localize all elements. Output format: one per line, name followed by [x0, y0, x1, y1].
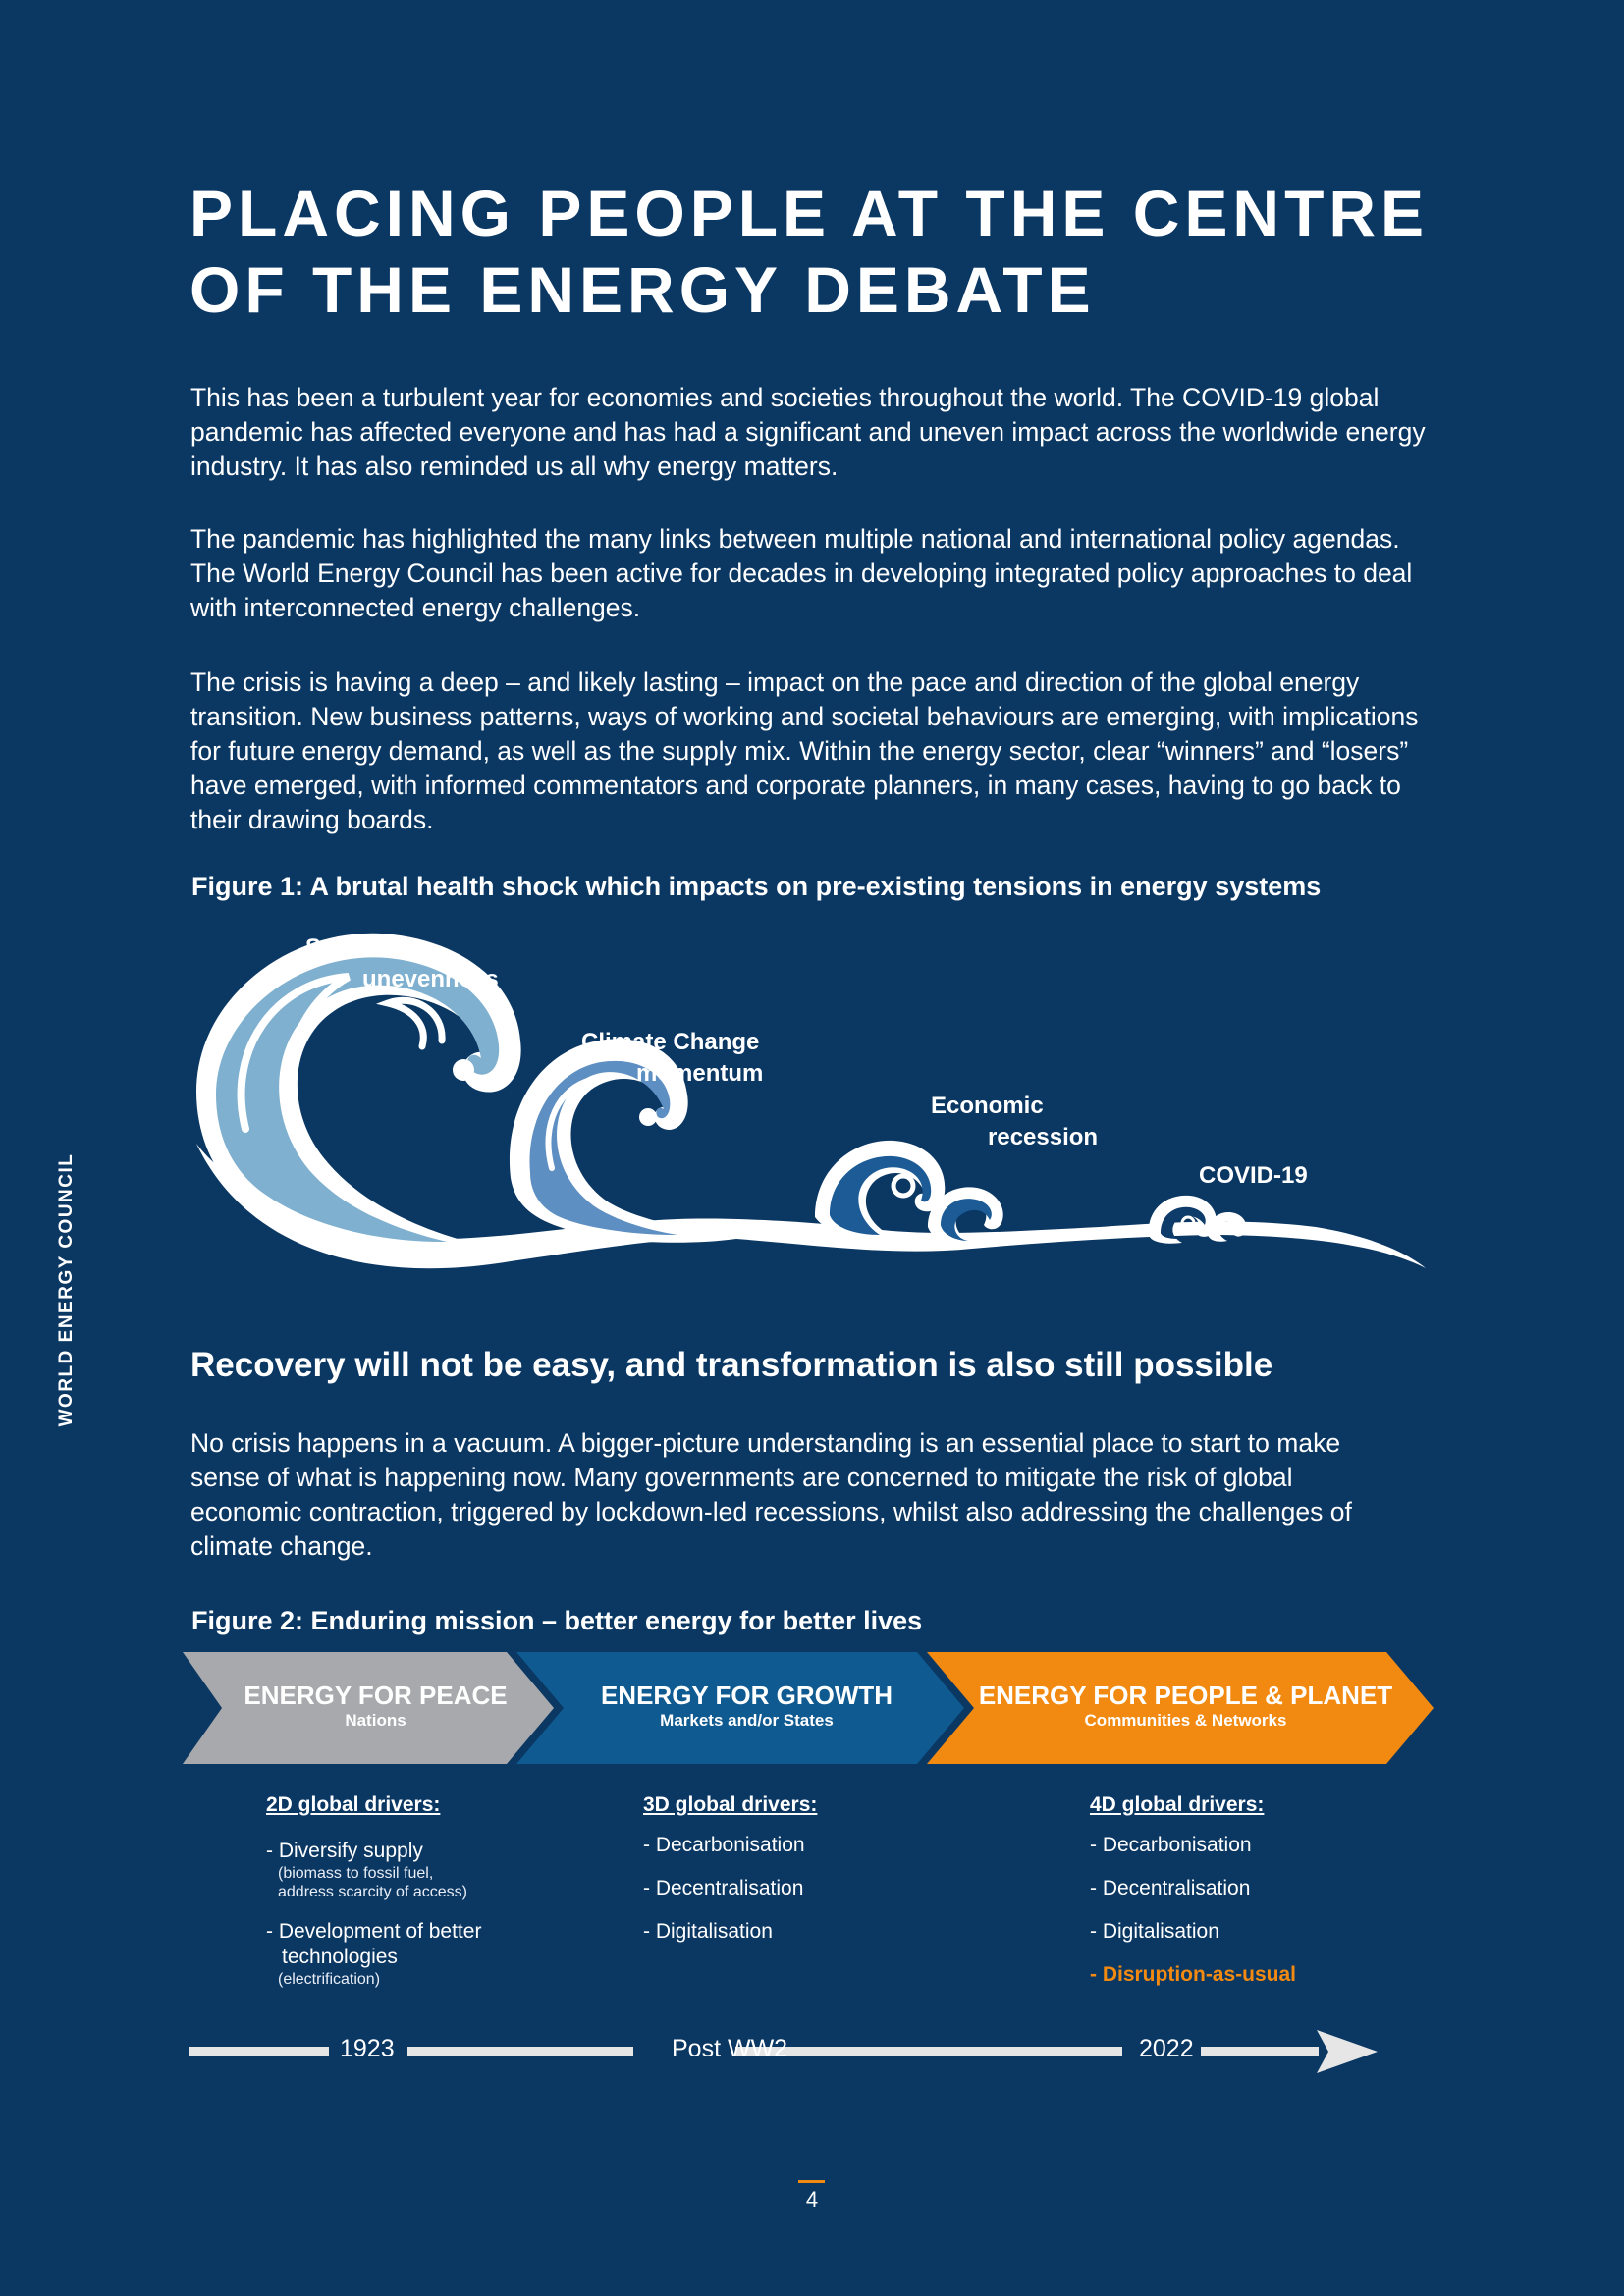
timeline-segment [407, 2047, 633, 2056]
timeline-segment [1201, 2047, 1319, 2056]
timeline-segment [735, 2047, 1122, 2056]
drivers-3d-heading: 3D global drivers: [643, 1793, 818, 1816]
drivers-2d [266, 1791, 580, 2006]
timeline-arrowhead [1317, 2030, 1378, 2073]
drivers-4d [1090, 1791, 1384, 2005]
era-growth-label: ENERGY FOR GROWTH Markets and/or States [600, 1681, 893, 1730]
intro-paragraph: This has been a turbulent year for economies and societies throughout the world. The COVID-19 global pandemic has affected everyone and has had a significant and uneven impact across the worldwide energy industry. It has also reminded us all why energy matters. [190, 383, 1426, 481]
wave-label-climate-change: Climate Change momentum [581, 1029, 764, 1087]
crisis-paragraph: The crisis is having a deep – and likely lasting – impact on the pace and direction of the global energy transition. New business patterns, ways of working and societal behaviours are emerging, with implications for future energy demand, as well as the supply mix. Within the energy sector, clear “winners” and “losers” have emerged, with informed commentators and corporate planners, in many cases, having to go back to their drawing boards. [190, 667, 1419, 834]
recovery-paragraph: No crisis happens in a vacuum. A bigger-picture understanding is an essential place to start to make sense of what is happening now. Many governments are concerned to mitigate the risk of global economic contraction, triggered by lockdown-led recessions, whilst also addressing the challenges of climate change. [190, 1428, 1352, 1561]
timeline-label-1923: 1923 [340, 2035, 395, 2062]
page-number-rule [798, 2180, 825, 2183]
timeline-label-post-ww2: Post WW2 [672, 2035, 788, 2062]
list-item: - Decentralisation [1090, 1877, 1251, 1899]
list-item: - Digitalisation [643, 1920, 773, 1943]
wave-economic-recession [815, 1141, 1003, 1244]
wave-label-covid-19: COVID-19 [1199, 1162, 1308, 1189]
policy-paragraph: The pandemic has highlighted the many links between multiple national and international policy agendas. The World Energy Council has been active for decades in developing integrated policy approaches to deal with interconnected energy challenges. [190, 524, 1413, 622]
list-item: - Decarbonisation [643, 1834, 805, 1856]
list-item: - Digitalisation [1090, 1920, 1219, 1943]
list-item: - Decarbonisation [1090, 1834, 1252, 1856]
page-title [189, 175, 1466, 328]
page-number: 4 [805, 2187, 819, 2212]
list-item-highlight: - Disruption-as-usual [1090, 1963, 1297, 1986]
page-title-line-2: OF THE ENERGY DEBATE [189, 253, 1096, 326]
era-peace-label: ENERGY FOR PEACE Nations [244, 1681, 508, 1730]
list-item: - Decentralisation [643, 1877, 804, 1899]
drivers-4d-list [1090, 1833, 1384, 1988]
drivers-3d [643, 1791, 938, 1962]
timeline-segment [189, 2047, 329, 2056]
page-title-line-1: PLACING PEOPLE AT THE CENTRE [189, 177, 1430, 249]
organization-name: WORLD ENERGY COUNCIL [56, 1152, 77, 1427]
drivers-3d-list [643, 1833, 938, 1945]
list-item: - Development of better technologies (electrification) [266, 1920, 482, 1988]
wave-covid-19 [1149, 1196, 1246, 1244]
figure-1-caption: Figure 1: A brutal health shock which impacts on pre-existing tensions in energy systems [191, 872, 1322, 901]
drivers-4d-heading: 4D global drivers: [1090, 1793, 1265, 1816]
timeline-label-2022: 2022 [1139, 2035, 1194, 2062]
wave-label-societal: Societal unevenness [305, 934, 499, 992]
drivers-2d-list [266, 1839, 580, 1989]
figure-2-caption: Figure 2: Enduring mission – better energy for better lives [191, 1606, 923, 1635]
wave-label-economic-recession: Economic recession [931, 1093, 1099, 1150]
drivers-2d-heading: 2D global drivers: [266, 1793, 441, 1816]
era-people-planet-label: ENERGY FOR PEOPLE & PLANET Communities & Networks [978, 1681, 1393, 1730]
list-item: - Diversify supply (biomass to fossil fuel, address scarcity of access) [266, 1840, 467, 1900]
section-heading: Recovery will not be easy, and transformation is also still possible [190, 1346, 1273, 1384]
